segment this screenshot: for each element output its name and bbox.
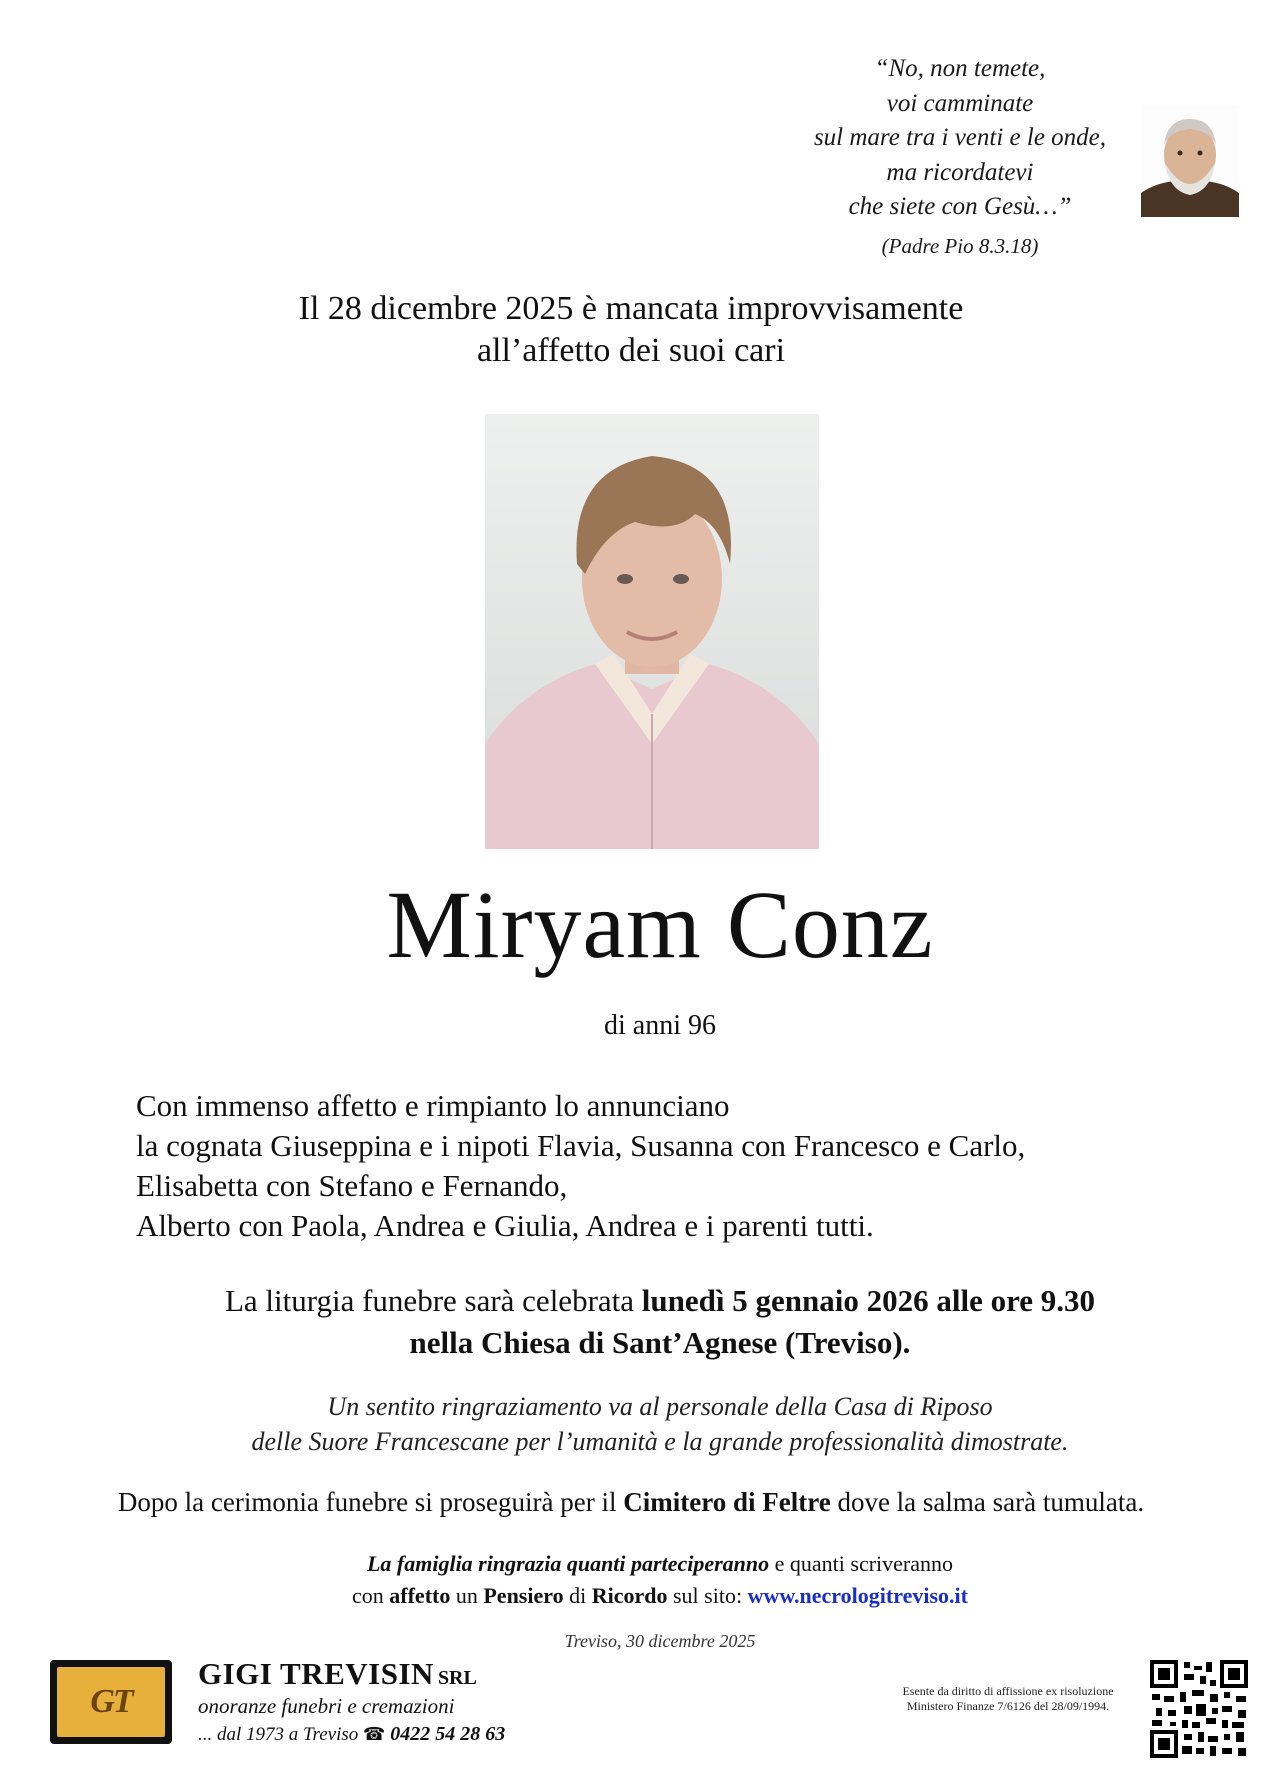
announcement-line: Elisabetta con Stefano e Fernando, — [136, 1168, 568, 1203]
notice-date: Treviso, 30 dicembre 2025 — [564, 1631, 756, 1651]
quote-line: “No, non temete, — [874, 55, 1046, 82]
text-bold: Ricordo — [591, 1583, 668, 1608]
thanks-line: Un sentito ringraziamento va al personale della Casa di Riposo — [327, 1392, 993, 1421]
announcement-line: la cognata Giuseppina e i nipoti Flavia, Susanna con Francesco e Carlo, — [136, 1128, 1026, 1163]
intro-line: Il 28 dicembre 2025 è mancata improvvisamente — [298, 290, 964, 327]
family-thanks-rest: e quanti scriveranno — [769, 1551, 954, 1576]
quote-line: ma ricordatevi — [886, 158, 1034, 186]
death-announcement — [0, 288, 1262, 372]
logo-monogram: GT — [90, 1683, 132, 1720]
cemetery-prefix: Dopo la cerimonia funebre si proseguirà per il — [117, 1487, 624, 1517]
company-tagline: onoranze funebri e cremazioni — [198, 1694, 455, 1718]
intro-line: all’affetto dei suoi cari — [476, 332, 786, 369]
qr-code[interactable] — [1150, 1660, 1248, 1758]
padre-pio-image — [1141, 105, 1239, 217]
text: un — [450, 1583, 484, 1608]
liturgy-prefix: La liturgia funebre sarà celebrata — [224, 1283, 642, 1318]
padre-pio-quote — [790, 52, 1130, 263]
quote-source: (Padre Pio 8.3.18) — [881, 233, 1039, 258]
text: di — [563, 1583, 592, 1608]
burial-info — [0, 1487, 1262, 1518]
quote-line: che siete con Gesù…” — [848, 193, 1072, 220]
family-announcement — [136, 1086, 1025, 1246]
liturgy-datetime: lunedì 5 gennaio 2026 alle ore 9.30 — [641, 1283, 1096, 1318]
tax-exemption-note — [868, 1684, 1148, 1714]
liturgy-location: nella Chiesa di Sant’Agnese (Treviso). — [409, 1325, 911, 1360]
cemetery-place: Cimitero di Feltre — [623, 1487, 831, 1517]
text-bold: affetto — [389, 1583, 451, 1608]
quote-line: voi camminate — [886, 89, 1034, 117]
company-suffix: SRL — [437, 1667, 477, 1689]
website-link[interactable]: www.necrologitreviso.it — [747, 1583, 968, 1608]
company-info — [198, 1656, 505, 1746]
funeral-details — [0, 1280, 1262, 1364]
quote-line: sul mare tra i venti e le onde, — [813, 124, 1107, 151]
announcement-line: Con immenso affetto e rimpianto lo annunciano — [136, 1088, 730, 1123]
thanks-line: delle Suore Francescane per l’umanità e la grande professionalità dimostrate. — [251, 1427, 1069, 1456]
exempt-line: Ministero Finanze 7/6126 del 28/09/1994. — [906, 1699, 1110, 1713]
text-bold: Pensiero — [483, 1583, 564, 1608]
portrait-photo — [485, 414, 819, 849]
family-thanks — [0, 1548, 1262, 1612]
company-name: GIGI TREVISIN — [198, 1656, 434, 1691]
announcement-line: Alberto con Paola, Andrea e Giulia, Andrea e i parenti tutti. — [136, 1208, 874, 1243]
text: con — [352, 1583, 390, 1608]
company-since: ... dal 1973 a Treviso — [198, 1724, 359, 1745]
thanks-note — [0, 1389, 1262, 1459]
family-thanks-bold: La famiglia ringrazia quanti parteciperanno — [366, 1551, 770, 1576]
phone-icon: ☎ — [363, 1724, 386, 1745]
deceased-name: Miryam Conz — [386, 871, 934, 978]
company-phone[interactable]: 0422 54 28 63 — [390, 1723, 506, 1745]
exempt-line: Esente da diritto di affissione ex risoluzione — [902, 1684, 1114, 1698]
deceased-age: di anni 96 — [604, 1010, 716, 1041]
text: sul sito: — [667, 1583, 748, 1608]
company-logo — [50, 1660, 172, 1744]
cemetery-suffix: dove la salma sarà tumulata. — [830, 1487, 1145, 1517]
